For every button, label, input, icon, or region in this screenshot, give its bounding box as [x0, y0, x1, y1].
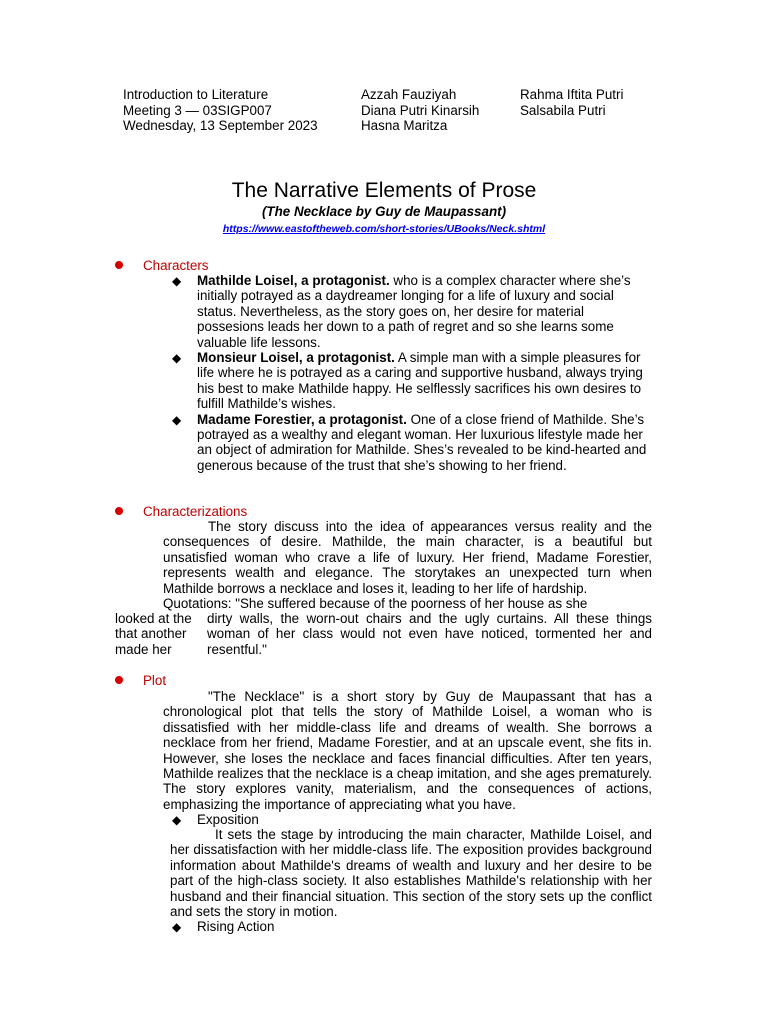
exposition-paragraph: It sets the stage by introducing the main character, Mathilde Loisel, and her dissatisfaction with her middle-class life. The exposition provides background information about Mathilde's dreams of wealth and luxury and her desire to be part of the high-class society. It also establishes Mathilde's relationship with her husband and their financial situation. This section of the story sets up the conflict and sets the story in motion. [170, 827, 652, 920]
section-heading-label: Characters [143, 258, 209, 273]
section-heading-plot [115, 673, 166, 688]
character-name: Monsieur Loisel, a protagonist. [197, 350, 395, 366]
course-info [123, 87, 318, 134]
character-description: who is a complex character where she’s initially potrayed as a daydreamer longing for a life of luxury and social status. Nevertheless, as the story goes on, her desire for material possesions leads her down to a path of regret and so she learns some valuable life lessons. [197, 273, 631, 350]
bullet-dot-icon [115, 507, 123, 515]
diamond-bullet-icon: ◆ [172, 412, 182, 427]
section-heading-label: Plot [143, 673, 167, 688]
list-item-exposition [172, 812, 259, 827]
diamond-bullet-icon: ◆ [172, 351, 182, 366]
source-link[interactable]: https://www.eastoftheweb.com/short-stories/UBooks/Neck.shtml [222, 223, 546, 235]
list-item-rising-action [172, 919, 274, 934]
diamond-bullet-icon: ◆ [172, 813, 182, 827]
character-list [172, 273, 652, 473]
document-title: The Narrative Elements of Prose [231, 179, 537, 202]
character-description: A simple man with a simple pleasures for life where he is potrayed as a caring and supportive husband, always trying his best to make Mathilde happy. He selflessly sacrifices his own desires to fulfill Mathilde’s wishes. [197, 350, 643, 412]
author-name: Azzah Fauziyah [361, 87, 457, 102]
quotation-side-line: made her [115, 641, 172, 657]
character-name: Madame Forestier, a protagonist. [197, 411, 407, 427]
quotation-side-line: looked at the [115, 611, 192, 626]
author-name: Rahma Iftita Putri [520, 87, 624, 102]
subsection-label: Rising Action [197, 919, 275, 934]
character-name: Mathilde Loisel, a protagonist. [197, 273, 390, 288]
section-heading-characters [115, 258, 209, 273]
bullet-dot-icon [115, 676, 123, 684]
author-name: Salsabila Putri [520, 102, 606, 118]
authors-column-1 [361, 87, 479, 134]
diamond-bullet-icon: ◆ [172, 920, 182, 934]
quotation-side-line: that another [115, 626, 187, 642]
title-block [0, 178, 768, 236]
author-name: Hasna Maritza [361, 118, 448, 133]
diamond-bullet-icon: ◆ [172, 274, 182, 288]
quotation-first-line: Quotations: "She suffered because of the poorness of her house as she [163, 596, 588, 611]
section-heading-label: Characterizations [143, 504, 248, 519]
subsection-label: Exposition [197, 812, 259, 827]
quotation-side-text [115, 611, 207, 657]
course-name: Introduction to Literature [123, 87, 269, 102]
characterizations-paragraph: The story discuss into the idea of appearances versus reality and the consequences of desire. Mathilde, the main character, is a beautiful but unsatisfied woman who crave a life of luxury. Her friend, Madame Forestier, represents wealth and elegance. The storytakes an unexpected turn when Mathilde borrows a necklace and loses it, leading to her life of hardship. [163, 519, 652, 596]
document-subtitle: (The Necklace by Guy de Maupassant) [261, 204, 507, 219]
bullet-dot-icon [115, 261, 123, 269]
plot-paragraph: "The Necklace" is a short story by Guy de Maupassant that has a chronological plot that tells the story of Mathilde Loisel, a woman who is dissatisfied with her middle-class life and dreams of wealth. She borrows a necklace from her friend, Madame Forestier, and at an upscale event, she fits in. However, she loses the necklace and faces financial difficulties. After ten years, Mathilde realizes that the necklace is a cheap imitation, and she ages prematurely. The story explores vanity, materialism, and the consequences of actions, emphasizing the importance of appreciating what you have. [163, 689, 652, 812]
author-name: Diana Putri Kinarsih [361, 102, 480, 118]
list-item [172, 412, 652, 474]
character-description: One of a close friend of Mathilde. She’s potrayed as a wealthy and elegant woman. Her luxurious lifestyle made her an object of admiration for Mathilde. Shes’s revealed to be kind-hearted and generous because of the trust that she’s showing to her friend. [197, 411, 647, 473]
authors-column-2 [520, 87, 623, 118]
quotation-text: dirty walls, the worn-out chairs and the ugly curtains. All these things woman of her class would not even have noticed, tormented her and resentful." [207, 611, 652, 657]
list-item [172, 273, 652, 350]
section-heading-characterizations [115, 504, 247, 519]
date: Wednesday, 13 September 2023 [123, 118, 318, 133]
meeting-info: Meeting 3 — 03SIGP007 [123, 102, 272, 118]
list-item [172, 350, 652, 412]
